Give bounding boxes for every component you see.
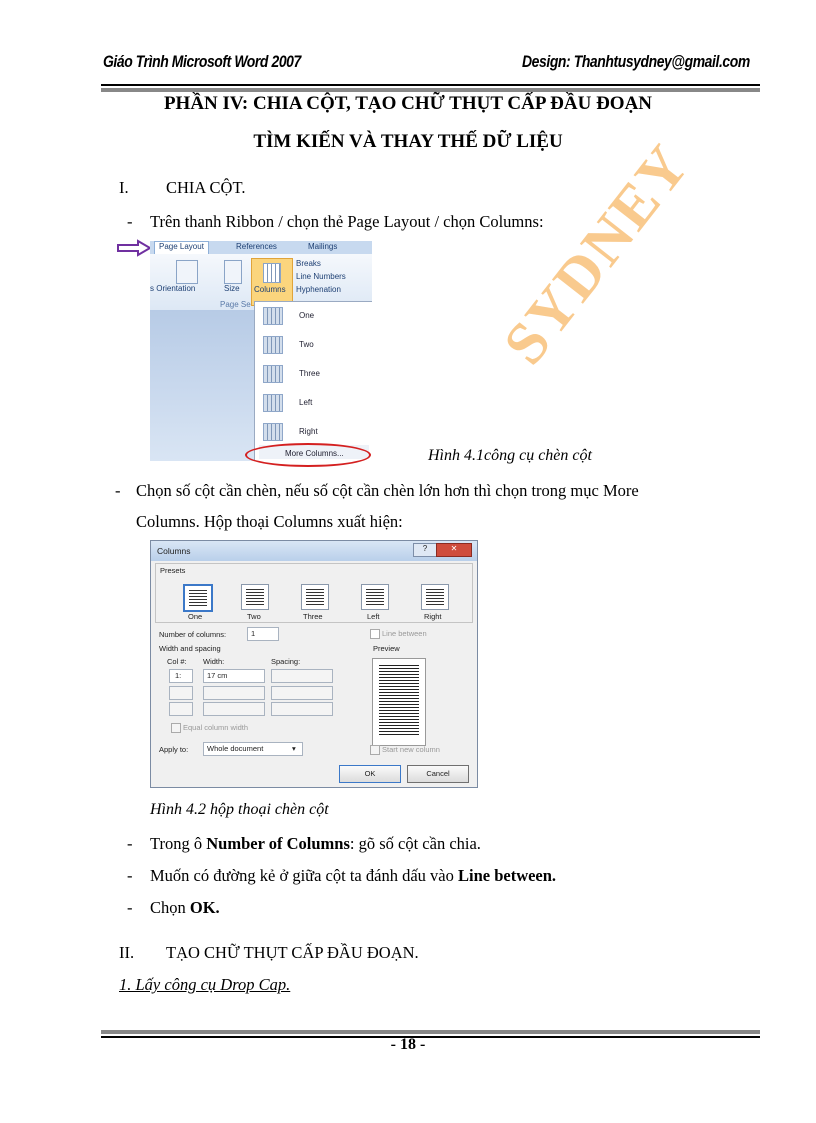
tab-mailings[interactable]: Mailings [308, 242, 338, 251]
equal-width-checkbox[interactable] [171, 723, 181, 733]
width-label: Width: [203, 657, 225, 666]
col-1-spacing-input[interactable] [271, 669, 333, 683]
apply-to-select[interactable]: Whole document ▾ [203, 742, 303, 756]
start-new-column-checkbox[interactable] [370, 745, 380, 755]
preset-three-label: Three [303, 612, 323, 621]
dropdown-item-three[interactable]: Three [259, 362, 369, 386]
dropdown-item-left[interactable]: Left [259, 391, 369, 415]
dialog-titlebar [151, 541, 477, 561]
hyphenation-button[interactable]: Hyphenation [296, 285, 341, 294]
col-2-number [169, 686, 193, 700]
line-numbers-button[interactable]: Line Numbers [296, 272, 346, 281]
breaks-button[interactable]: Breaks [296, 259, 321, 268]
col-1-number: 1: [169, 669, 193, 683]
header-left: Giáo Trình Microsoft Word 2007 [103, 52, 301, 71]
section1-number: I. [119, 178, 129, 197]
header-rule-shadow [101, 88, 760, 92]
col-2-width-input[interactable] [203, 686, 265, 700]
line-between-checkbox[interactable] [370, 629, 380, 639]
tab-references[interactable]: References [236, 242, 277, 251]
two-columns-icon [263, 336, 283, 354]
preview-lines [379, 665, 419, 737]
bullet-choose-ok: Chọn OK. [150, 898, 220, 917]
tab-page-layout[interactable]: Page Layout [154, 241, 209, 254]
two-columns-icon [246, 589, 264, 605]
preset-one[interactable] [183, 584, 213, 612]
cancel-button[interactable]: Cancel [407, 765, 469, 783]
col-3-spacing-input[interactable] [271, 702, 333, 716]
preset-one-label: One [188, 612, 203, 621]
subsection-drop-cap: 1. Lấy công cụ Drop Cap. [119, 975, 291, 994]
section1-heading: CHIA CỘT. [166, 178, 246, 197]
size-label: Size [224, 284, 240, 293]
chevron-down-icon: ▾ [292, 744, 296, 753]
orientation-icon[interactable] [176, 260, 198, 284]
bullet-dash: - [127, 834, 133, 853]
arrow-right-icon [116, 238, 152, 258]
left-column-icon [366, 589, 384, 605]
footer-rule-shadow [101, 1030, 760, 1034]
header-right: Design: Thanhtusydney@gmail.com [522, 52, 750, 71]
section2-heading: TẠO CHỮ THỤT CẤP ĐẦU ĐOẠN. [166, 943, 419, 962]
help-button[interactable]: ? [413, 543, 437, 557]
spacing-label: Spacing: [271, 657, 301, 666]
three-columns-icon [306, 589, 324, 605]
start-new-column-label: Start new column [382, 745, 440, 754]
col-2-spacing-input[interactable] [271, 686, 333, 700]
apply-to-label: Apply to: [159, 745, 189, 754]
group-label: Page Se [220, 300, 251, 309]
preview-label: Preview [373, 644, 400, 653]
dropdown-item-right[interactable]: Right [259, 420, 369, 444]
page-title: PHẦN IV: CHIA CỘT, TẠO CHỮ THỤT CẤP ĐẦU ĐOẠN [163, 93, 653, 114]
dropdown-item-two[interactable]: Two [259, 333, 369, 357]
columns-dialog [150, 540, 478, 788]
bullet-ribbon-instruction: Trên thanh Ribbon / chọn thẻ Page Layout / chọn Columns: [150, 212, 544, 231]
figure-caption-1: Hình 4.1công cụ chèn cột [428, 447, 592, 464]
bullet-dash: - [127, 866, 133, 885]
right-column-icon [263, 423, 283, 441]
preset-left[interactable] [361, 584, 389, 610]
watermark-text: SYDNEY [490, 131, 703, 377]
columns-label: Columns [254, 285, 286, 294]
bullet-dash: - [115, 481, 121, 500]
line-between-label: Line between [382, 629, 427, 638]
close-button[interactable]: ✕ [436, 543, 472, 557]
preset-right-label: Right [424, 612, 442, 621]
columns-dropdown [254, 301, 372, 461]
ribbon-tab-bar [150, 241, 372, 254]
preset-two-label: Two [247, 612, 261, 621]
bullet-dash: - [127, 212, 133, 231]
width-spacing-label: Width and spacing [159, 644, 221, 653]
preset-left-label: Left [367, 612, 380, 621]
ribbon-screenshot [150, 241, 372, 461]
orientation-label: s Orientation [150, 284, 196, 293]
columns-icon [263, 263, 281, 283]
bullet-choose-columns-line2: Columns. Hộp thoại Columns xuất hiện: [136, 512, 403, 531]
preset-three[interactable] [301, 584, 329, 610]
three-columns-icon [263, 365, 283, 383]
number-of-columns-label: Number of columns: [159, 630, 227, 639]
dialog-title: Columns [157, 546, 191, 556]
col-1-width-input[interactable]: 17 cm [203, 669, 265, 683]
preview-box [372, 658, 426, 746]
bullet-choose-columns-line1: Chọn số cột cần chèn, nếu số cột cần chèn lớn hơn thì chọn trong mục More [136, 481, 639, 500]
page-number: - 18 - [390, 1036, 426, 1053]
presets-label: Presets [160, 566, 186, 575]
columns-button[interactable] [251, 258, 293, 306]
col-number-label: Col #: [167, 657, 187, 666]
size-icon[interactable] [224, 260, 242, 284]
preset-two[interactable] [241, 584, 269, 610]
dropdown-more-columns[interactable]: More Columns... [259, 445, 369, 459]
bullet-number-of-columns: Trong ô Number of Columns: gõ số cột cần chia. [150, 834, 481, 853]
col-3-number [169, 702, 193, 716]
col-3-width-input[interactable] [203, 702, 265, 716]
number-of-columns-input[interactable]: 1 [247, 627, 279, 641]
preset-right[interactable] [421, 584, 449, 610]
figure-caption-2: Hình 4.2 hộp thoại chèn cột [150, 801, 329, 818]
highlight-ellipse [245, 443, 371, 467]
ok-button[interactable]: OK [339, 765, 401, 783]
bullet-dash: - [127, 898, 133, 917]
one-column-icon [263, 307, 283, 325]
one-column-icon [189, 590, 207, 606]
section2-number: II. [119, 943, 135, 962]
page-subtitle: TÌM KIẾN VÀ THAY THẾ DỮ LIỆU [253, 131, 563, 152]
left-column-icon [263, 394, 283, 412]
bullet-line-between: Muốn có đường kẻ ở giữa cột ta đánh dấu vào Line between. [150, 866, 557, 885]
right-column-icon [426, 589, 444, 605]
dropdown-item-one[interactable]: One [259, 304, 369, 328]
header-rule [101, 84, 760, 86]
equal-width-label: Equal column width [183, 723, 249, 732]
